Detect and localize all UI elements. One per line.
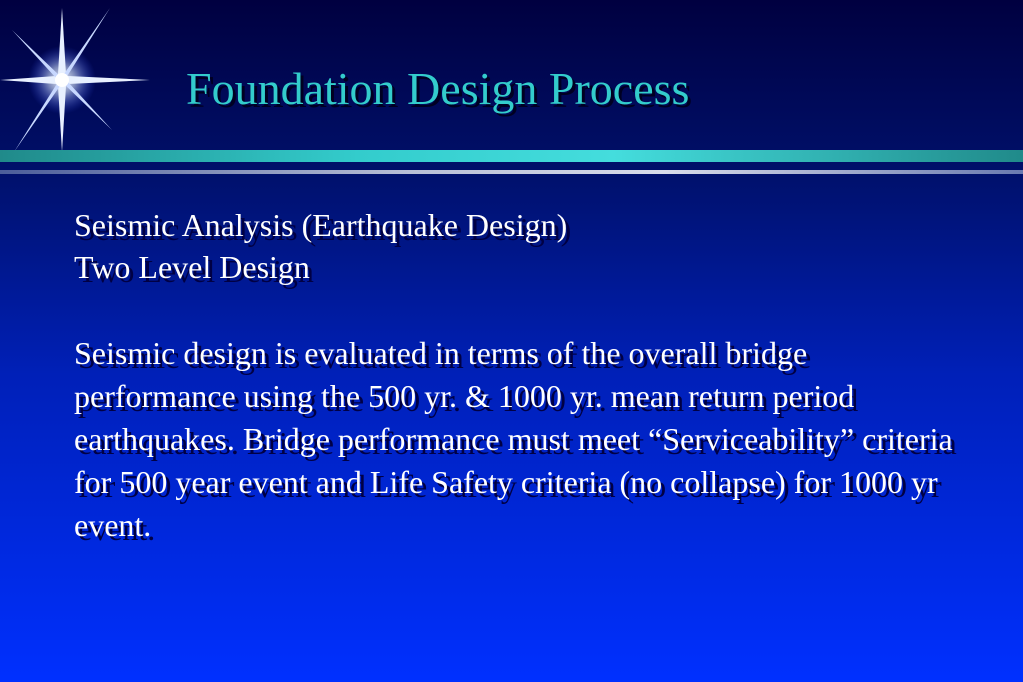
title-divider-thin: [0, 170, 1023, 174]
title-divider: [0, 150, 1023, 162]
subheading-two-level-design: Two Level Design: [74, 249, 310, 285]
star-burst-icon: [0, 0, 160, 160]
spacer: [74, 288, 974, 332]
subheading-seismic-analysis: Seismic Analysis (Earthquake Design): [74, 207, 568, 243]
slide-title: Foundation Design Process: [186, 63, 690, 114]
body-paragraph: Seismic design is evaluated in terms of the overall bridge performance using the 500 yr. & 1000 yr. mean return period earthquakes. Bridge performance must meet “Serviceability” criteria for 500 year event and Life Safety criteria (no collapse) for 1000 yr event.: [74, 335, 953, 543]
slide-body: [74, 204, 974, 547]
